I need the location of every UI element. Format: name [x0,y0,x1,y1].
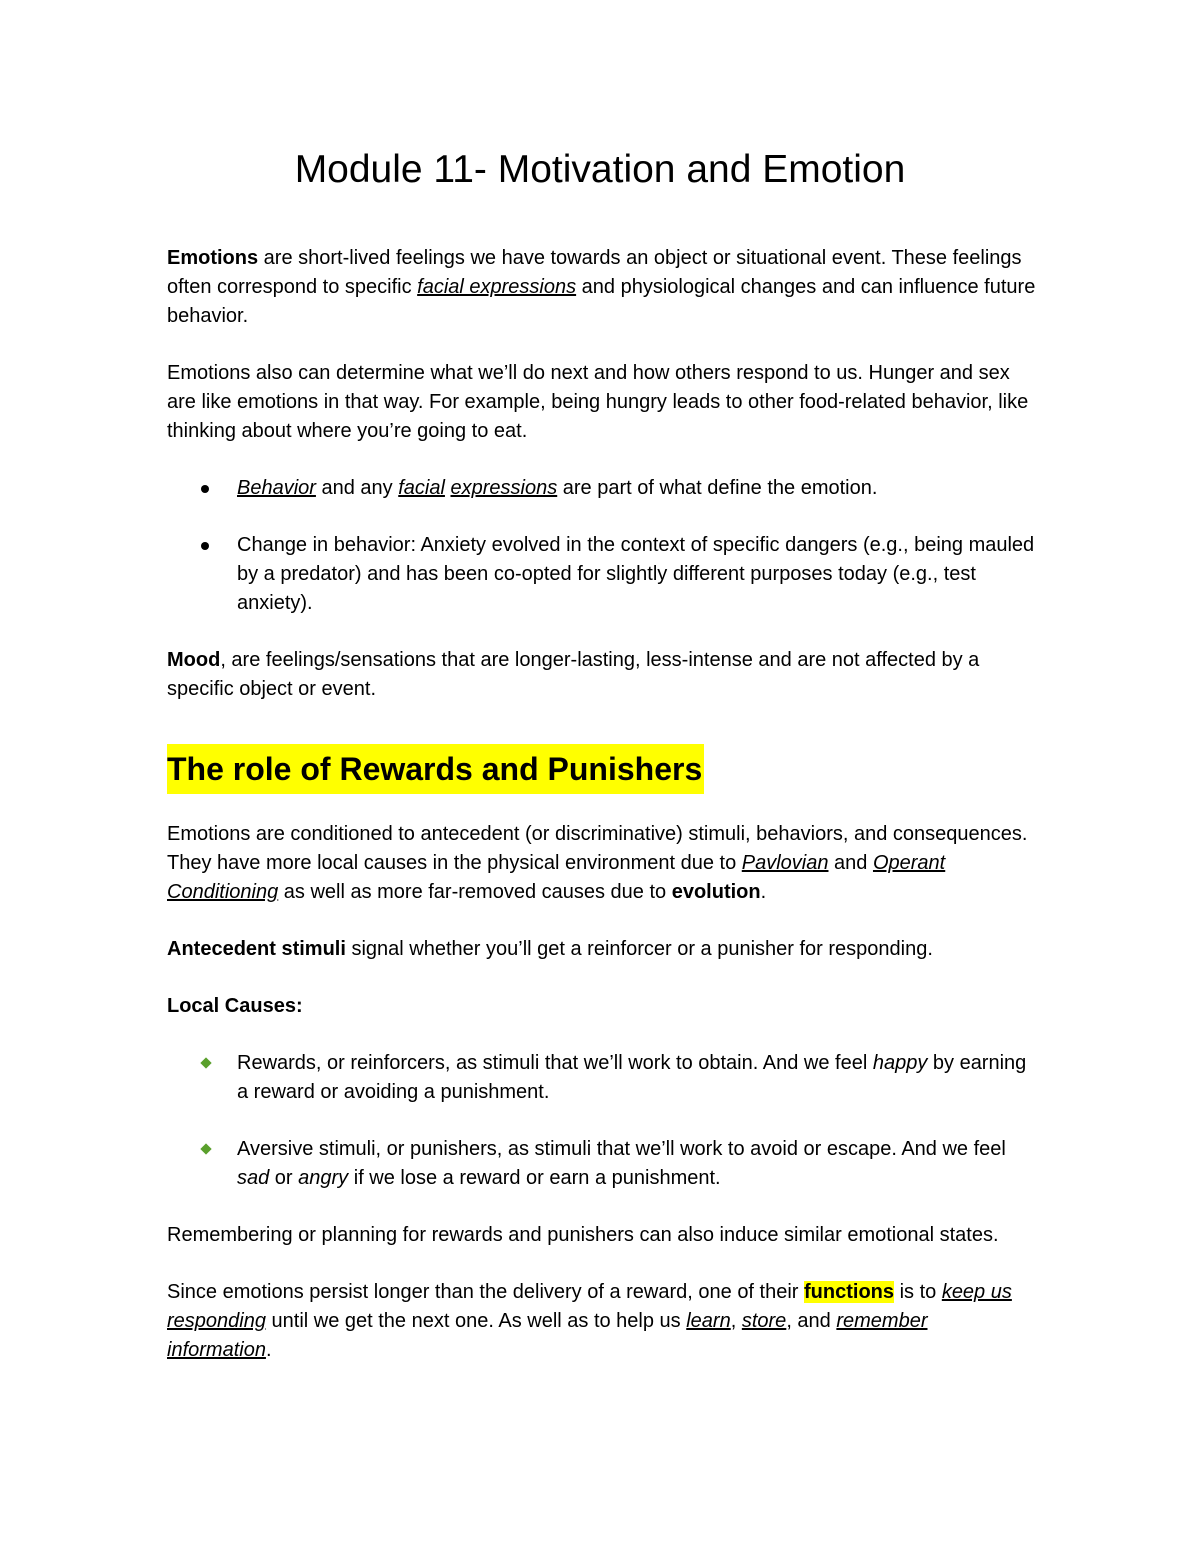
bullet-dot-icon [201,485,209,493]
paragraph-emotions-behavior: Emotions also can determine what we’ll do next and how others respond to us. Hunger and sex are like emotions in that way. For example, being hungry leads to other food-related behavior, like thinking about where you’re going to eat. [167,362,1029,442]
term-remember-information: remember information [167,1310,928,1361]
text-run: , are feelings/sensations that are longer-lasting, less-intense and are not affected by a specific object or event. [167,649,980,700]
text-run: signal whether you’ll get a reinforcer or a punisher for responding. [345,938,933,960]
text-run: Emotions are conditioned to antecedent (or discriminative) stimuli, behaviors, and consequences. They have more local causes in the physical environment due to [167,823,1028,874]
term-learn: learn [686,1310,731,1332]
document-page [167,140,1037,1393]
text-run: Rewards, or reinforcers, as stimuli that we’ll work to obtain. And we feel [237,1052,873,1074]
term-behavior: Behavior [237,477,316,499]
text-run: is to [894,1281,942,1303]
list-item [167,531,1037,618]
term-expressions: expressions [450,477,558,499]
text-run: and [828,852,873,874]
term-evolution: evolution [671,881,761,903]
paragraph-mood-definition [167,646,1037,704]
local-causes-label [167,992,1037,1021]
text-run: until we get the next one. As well as to help us [265,1310,687,1332]
bullet-dot-icon [201,542,209,550]
term-happy: happy [872,1052,928,1074]
text-run: , and [786,1310,837,1332]
text-run: , [730,1310,742,1332]
term-emotions: Emotions [167,247,259,269]
text-run: . [265,1339,272,1361]
text-run: Aversive stimuli, or punishers, as stimuli that we’ll work to avoid or escape. And we feel [237,1138,1006,1160]
term-keep-us-responding: keep us responding [167,1281,1012,1332]
text-run: and any [315,477,399,499]
list-item [167,1049,1037,1107]
list-item [167,1135,1037,1193]
term-store: store [741,1310,787,1332]
paragraph-conditioning [167,820,1037,907]
text-run: and physiological changes and can influence future behavior. [167,276,1036,327]
term-functions: functions [804,1281,895,1303]
paragraph-emotions-definition [167,244,1037,331]
text-run: Since emotions persist longer than the delivery of a reward, one of their [167,1281,805,1303]
text-run: by earning a reward or avoiding a punishment. [237,1052,1027,1103]
term-facial: facial [398,477,445,499]
text-run: are part of what define the emotion. [557,477,878,499]
diamond-bullet-icon [200,1057,211,1068]
text-run: are short-lived feelings we have towards an object or situational event. These feelings often correspond to specific [167,247,1022,298]
list-item [167,474,1037,503]
section-heading: The role of Rewards and Punishers [167,744,704,794]
text-run: Change in behavior: Anxiety evolved in the context of specific dangers (e.g., being mauled by a predator) and has been co-opted for slightly different purposes today (e.g., test anxiety). [237,534,1035,614]
term-facial-expressions: facial expressions [417,276,577,298]
page-title: Module 11- Motivation and Emotion [294,148,906,191]
diamond-bullet-icon [200,1143,211,1154]
text-run: Local Causes: [167,995,303,1017]
term-operant-conditioning: Operant Conditioning [167,852,946,903]
term-angry: angry [298,1167,349,1189]
term-sad: sad [237,1167,270,1189]
text-run: if we lose a reward or earn a punishment. [348,1167,721,1189]
term-antecedent-stimuli: Antecedent stimuli [167,938,346,960]
bullet-list-emotion-components [167,474,1037,618]
paragraph-functions [167,1278,1037,1365]
term-mood: Mood [167,649,221,671]
paragraph-remembering: Remembering or planning for rewards and punishers can also induce similar emotional states. [167,1224,999,1246]
text-run: . [760,881,767,903]
text-run: or [269,1167,299,1189]
bullet-list-local-causes [167,1049,1037,1193]
term-pavlovian: Pavlovian [741,852,829,874]
paragraph-antecedent-stimuli [167,935,1037,964]
text-run: as well as more far-removed causes due to [278,881,672,903]
